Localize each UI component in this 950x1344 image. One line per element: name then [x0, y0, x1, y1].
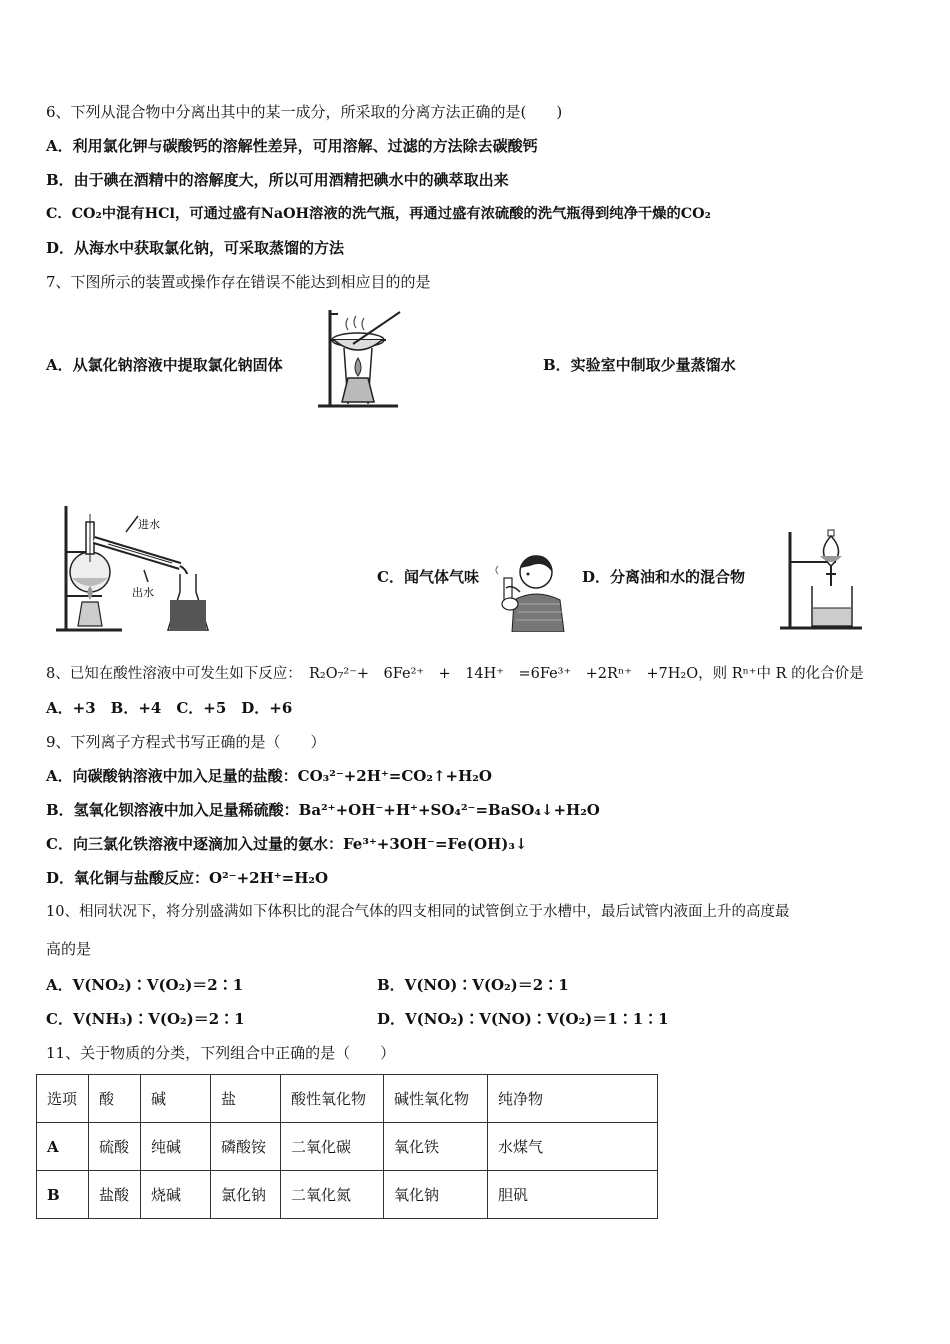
table-header-cell: 碱性氧化物 [384, 1075, 488, 1123]
table-cell: 氧化铁 [384, 1123, 488, 1171]
table-cell: 烧碱 [141, 1171, 211, 1219]
q10-option-a: A．V(NO₂)∶V(O₂)＝2∶1 [46, 976, 244, 994]
table-cell: 硫酸 [89, 1123, 141, 1171]
q7-stem: 7、下图所示的装置或操作存在错误不能达到相应目的的是 [46, 273, 431, 291]
q10-option-d: D．V(NO₂)∶V(NO)∶V(O₂)＝1∶1∶1 [377, 1010, 669, 1028]
table-header-cell: 碱 [141, 1075, 211, 1123]
table-header-cell: 盐 [211, 1075, 281, 1123]
q7-option-c: C．闻气体气味 [377, 568, 479, 586]
table-header-row [37, 1075, 658, 1123]
table-header-cell: 酸 [89, 1075, 141, 1123]
table-cell: 胆矾 [488, 1171, 658, 1219]
table-header-cell: 酸性氧化物 [281, 1075, 384, 1123]
table-cell: 纯碱 [141, 1123, 211, 1171]
q10-stem-line1: 10、相同状况下，将分别盛满如下体积比的混合气体的四支相同的试管倒立于水槽中，最后试管内液面上升的高度最 [46, 904, 790, 920]
q10-stem-line2: 高的是 [46, 940, 92, 958]
q6-stem: 6、下列从混合物中分离出其中的某一成分，所采取的分离方法正确的是( ) [46, 103, 563, 121]
classification-table [36, 1074, 658, 1219]
table-cell: 磷酸铵 [211, 1123, 281, 1171]
smelling-gas-figure [492, 548, 568, 632]
separatory-funnel-figure [776, 528, 866, 634]
q9-option-d: D．氧化铜与盐酸反应：O²⁻+2H⁺=H₂O [46, 869, 329, 887]
q10-option-c: C．V(NH₃)∶V(O₂)＝2∶1 [46, 1010, 245, 1028]
table-cell: B [37, 1171, 89, 1219]
q8-stem: 8、已知在酸性溶液中可发生如下反应： R₂O₇²⁻+ 6Fe²⁺ + 14H⁺ =6Fe³⁺ +2Rⁿ⁺ +7H₂O，则 Rⁿ⁺中 R 的化合价是 [46, 666, 864, 682]
table-header-cell: 纯净物 [488, 1075, 658, 1123]
q6-option-a: A．利用氯化钾与碳酸钙的溶解性差异，可用溶解、过滤的方法除去碳酸钙 [46, 137, 538, 155]
table-cell: 盐酸 [89, 1171, 141, 1219]
q7-option-b: B．实验室中制取少量蒸馏水 [543, 356, 736, 374]
table-cell: 二氧化氮 [281, 1171, 384, 1219]
q8-options: A．+3 B．+4 C．+5 D．+6 [46, 699, 293, 717]
q7-option-a: A．从氯化钠溶液中提取氯化钠固体 [46, 356, 283, 374]
q11-stem: 11、关于物质的分类，下列组合中正确的是（ ） [46, 1044, 396, 1062]
table-cell: 水煤气 [488, 1123, 658, 1171]
table-cell: A [37, 1123, 89, 1171]
inlet-water-label: 进水 [138, 518, 160, 531]
q9-option-c: C．向三氯化铁溶液中逐滴加入过量的氨水：Fe³⁺+3OH⁻=Fe(OH)₃↓ [46, 835, 528, 853]
table-header-cell: 选项 [37, 1075, 89, 1123]
outlet-water-label: 出水 [132, 586, 154, 599]
table-row [37, 1171, 658, 1219]
q7-option-d: D．分离油和水的混合物 [582, 568, 746, 586]
q9-stem: 9、下列离子方程式书写正确的是（ ） [46, 733, 326, 751]
table-cell: 二氧化碳 [281, 1123, 384, 1171]
q10-option-b: B．V(NO)∶V(O₂)＝2∶1 [377, 976, 569, 994]
evaporation-apparatus-figure [308, 308, 414, 412]
table-row [37, 1123, 658, 1171]
q6-option-c: C．CO₂中混有HCl，可通过盛有NaOH溶液的洗气瓶，再通过盛有浓硫酸的洗气瓶得到纯净干燥的CO₂ [46, 206, 711, 222]
q9-option-a: A．向碳酸钠溶液中加入足量的盐酸：CO₃²⁻+2H⁺=CO₂↑+H₂O [46, 767, 492, 785]
q6-option-b: B．由于碘在酒精中的溶解度大，所以可用酒精把碘水中的碘萃取出来 [46, 171, 509, 189]
q6-option-d: D．从海水中获取氯化钠，可采取蒸馏的方法 [46, 239, 345, 257]
distillation-apparatus-figure [52, 502, 212, 636]
q9-option-b: B．氢氧化钡溶液中加入足量稀硫酸：Ba²⁺+OH⁻+H⁺+SO₄²⁻=BaSO₄↓+H₂O [46, 801, 600, 819]
table-cell: 氯化钠 [211, 1171, 281, 1219]
table-cell: 氧化钠 [384, 1171, 488, 1219]
